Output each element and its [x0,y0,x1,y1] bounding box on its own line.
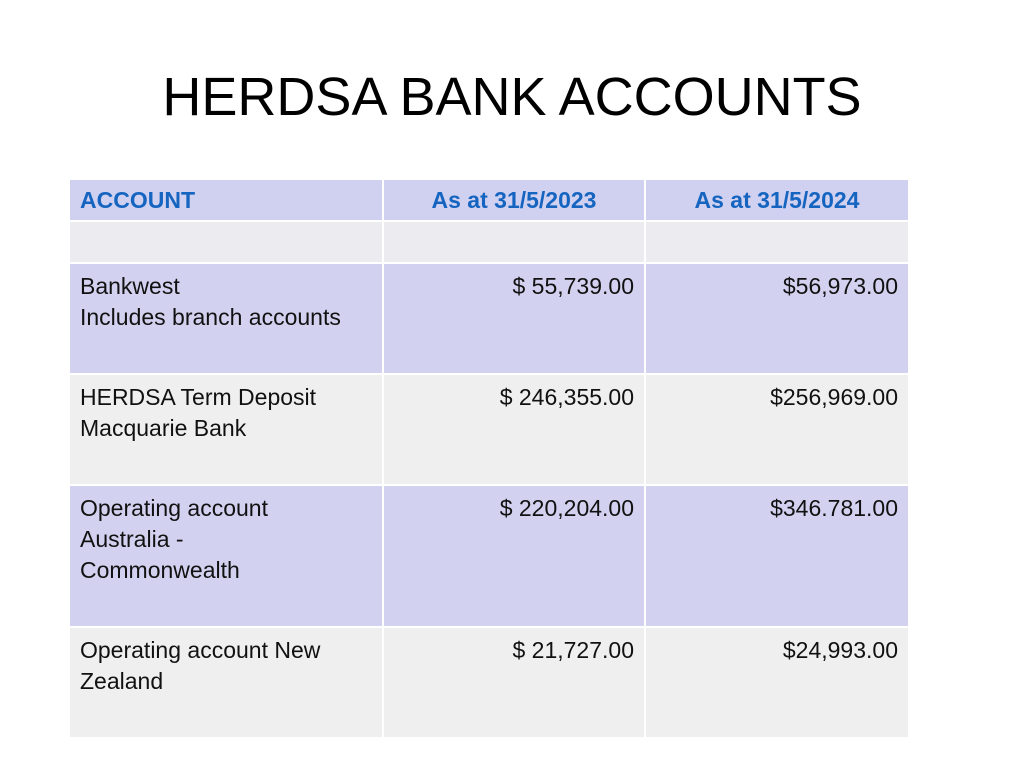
account-name-cell [69,374,383,485]
account-name-cell [69,485,383,627]
empty-cell [69,221,383,263]
empty-row [69,221,909,263]
account-name-line: Bankwest [80,273,180,299]
table-header-row [69,179,909,221]
table-row [69,374,909,485]
account-name-line: Commonwealth [80,557,240,583]
account-name-line: Australia - [80,526,184,552]
account-name-line: Includes branch accounts [80,304,341,330]
amount-2023-cell: $ 55,739.00 [383,263,645,374]
empty-cell [645,221,909,263]
table-row [69,263,909,374]
amount-2023-cell: $ 220,204.00 [383,485,645,627]
column-header-2023: As at 31/5/2023 [383,179,645,221]
amount-2023-cell: $ 21,727.00 [383,627,645,738]
amount-2024-cell: $256,969.00 [645,374,909,485]
account-name-line: Operating account [80,495,268,521]
amount-2024-cell: $24,993.00 [645,627,909,738]
account-name-line: Operating account New [80,637,321,663]
amount-2024-cell: $346.781.00 [645,485,909,627]
column-header-account: ACCOUNT [69,179,383,221]
slide-title: HERDSA BANK ACCOUNTS [162,67,862,127]
column-header-2024: As at 31/5/2024 [645,179,909,221]
amount-2023-cell: $ 246,355.00 [383,374,645,485]
table-row [69,485,909,627]
bank-accounts-table [68,178,910,739]
empty-cell [383,221,645,263]
table-row [69,627,909,738]
account-name-line: Zealand [80,668,164,694]
account-name-line: Macquarie Bank [80,415,247,441]
account-name-cell [69,263,383,374]
amount-2024-cell: $56,973.00 [645,263,909,374]
account-name-line: HERDSA Term Deposit [80,384,317,410]
account-name-cell [69,627,383,738]
